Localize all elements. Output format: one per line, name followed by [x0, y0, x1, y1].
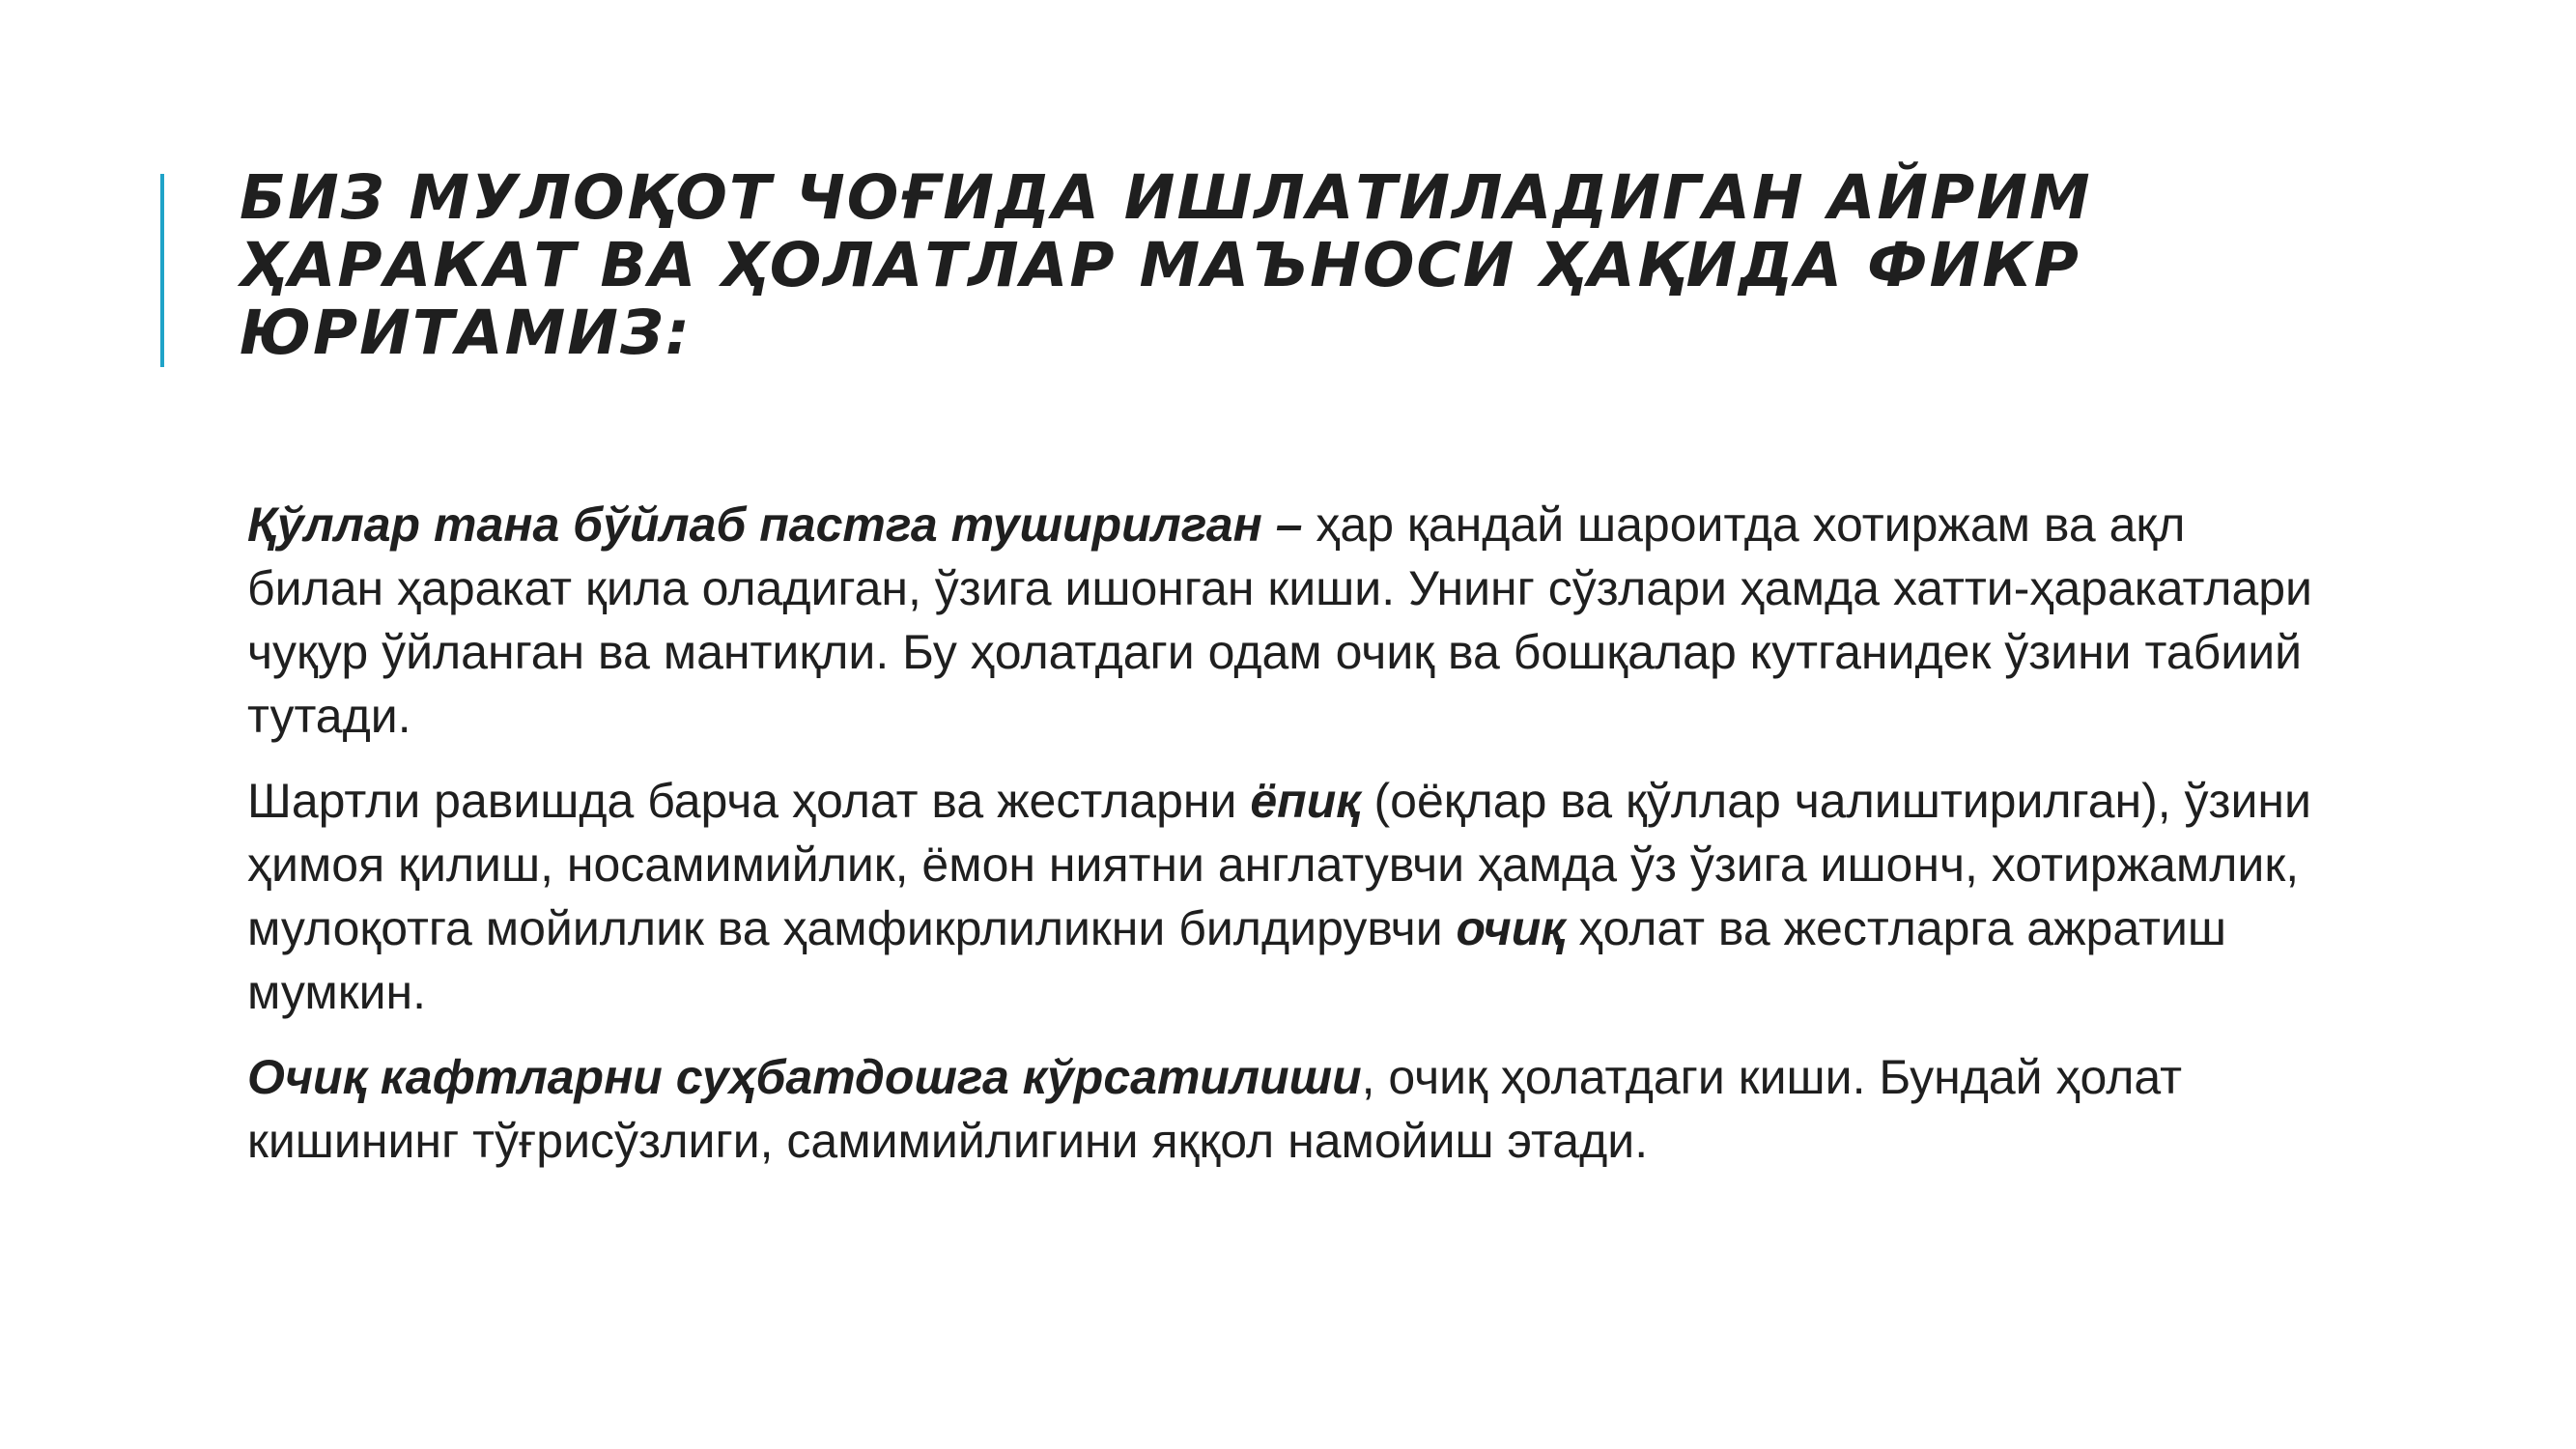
paragraph-3-emphasis: Очиқ кафтларни суҳбатдошга кўрсатилиши [247, 1050, 1362, 1104]
paragraph-2 [247, 769, 2334, 1024]
paragraph-1-emphasis: Қўллар тана бўйлаб пастга туширилган – [247, 497, 1303, 552]
paragraph-3-text: , очиқ ҳолатдаги киши. Бундай ҳолат кишининг тўғрисўзлиги, самимийлигини яққол намойиш этади. [247, 1050, 2182, 1168]
paragraph-3 [247, 1045, 2334, 1173]
paragraph-1 [247, 493, 2334, 748]
paragraph-2-emphasis-open: очиқ [1456, 901, 1566, 955]
slide-body [247, 493, 2334, 1194]
slide-title: БИЗ МУЛОҚОТ ЧОҒИДА ИШЛАТИЛАДИГАН АЙРИМ ҲАРАКАТ ВА ҲОЛАТЛАР МАЪНОСИ ҲАҚИДА ФИКР ЮРИТАМИЗ: [240, 162, 2092, 368]
title-accent-bar [160, 174, 164, 367]
paragraph-2-text-c: ҳолат ва жестларга ажратиш мумкин. [247, 901, 2226, 1019]
paragraph-2-text-b: (оёқлар ва қўллар чалиштирилган), ўзини ҳимоя қилиш, носамимийлик, ёмон ниятни англатувчи ҳамда ўз ўзига ишонч, хотиржамлик, мулоқотга мойиллик ва ҳамфикрлиликни билдирувчи [247, 774, 2311, 955]
paragraph-1-text: ҳар қандай шароитда хотиржам ва ақл билан ҳаракат қила оладиган, ўзига ишонган киши. Унинг сўзлари ҳамда хатти-ҳаракатлари чуқур ўйланган ва мантиқли. Бу ҳолатдаги одам очиқ ва бошқалар кутганидек ўзини табиий тутади. [247, 497, 2312, 743]
paragraph-2-text-a: Шартли равишда барча ҳолат ва жестларни [247, 774, 1251, 828]
paragraph-2-emphasis-closed: ёпиқ [1250, 774, 1361, 828]
